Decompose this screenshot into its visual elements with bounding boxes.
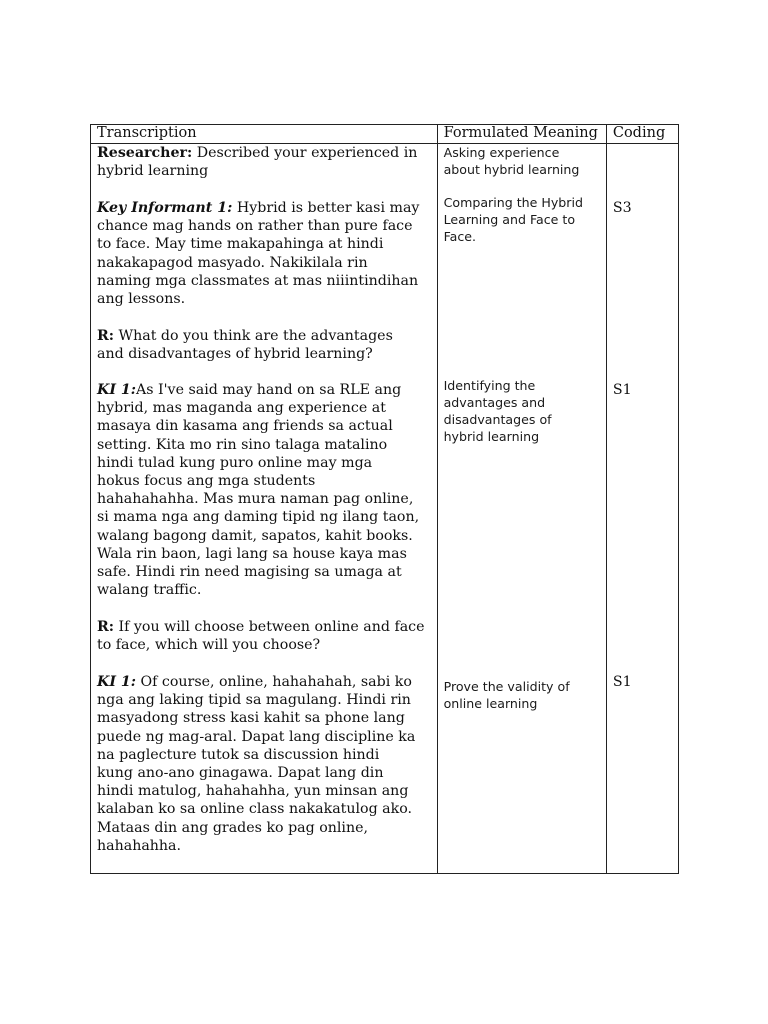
meaning-4: Prove the validity of online learning: [443, 679, 570, 711]
formulated-meaning-cell: [437, 144, 606, 874]
transcription-table: [90, 124, 679, 874]
code-3: S1: [612, 674, 632, 690]
meaning-2: Comparing the Hybrid Learning and Face to Face.: [443, 195, 583, 244]
header-row: [91, 125, 679, 144]
transcript-informant-2: KI 1:As I've said may hand on sa RLE ang hybrid, mas maganda ang experience at masaya din kasama ang friends sa actual setting. Kita mo rin sino talaga matalino hindi tulad kung puro online may mga hokus focus ang mga students hahahahahha. Mas mura naman pag online, si mama nga ang daming tipid ng ilang taon, walang bagong damit, sapatos, kahit books. Wala rin baon, lagi lang sa house kaya mas safe. Hindi rin need magising sa umaga at walang traffic.: [97, 382, 420, 599]
coding-cell: [606, 144, 678, 874]
header-transcription: Transcription: [91, 125, 438, 144]
code-1: S3: [612, 200, 632, 216]
transcript-informant-1: Key Informant 1: Hybrid is better kasi may chance mag hands on rather than pure face to face. May time makapahinga at hindi nakakapagod masyado. Nakikilala rin naming mga classmates at mas niiintindihan ang lessons.: [97, 200, 420, 308]
transcript-researcher-1: Researcher: Described your experienced in hybrid learning: [97, 145, 418, 180]
header-formulated-meaning: Formulated Meaning: [437, 125, 606, 144]
content-row: [91, 144, 679, 874]
transcript-researcher-3: R: If you will choose between online and face to face, which will you choose?: [97, 619, 425, 654]
transcription-cell: [91, 144, 438, 874]
transcript-researcher-2: R: What do you think are the advantages and disadvantages of hybrid learning?: [97, 328, 393, 363]
code-2: S1: [612, 382, 632, 398]
transcript-informant-3: KI 1: Of course, online, hahahahah, sabi ko nga ang laking tipid sa magulang. Hindi rin masyadong stress kasi kahit sa phone lang puede ng mag-aral. Dapat lang discipline ka na paglecture tutok sa discussion hindi kung ano-ano ginagawa. Dapat lang din hindi matulog, hahahahha, yun minsan ang kalaban ko sa online class nakakatulog ako. Mataas din ang grades ko pag online, hahahahha.: [97, 674, 416, 854]
header-coding: Coding: [606, 125, 678, 144]
meaning-1: Asking experience about hybrid learning: [443, 145, 580, 177]
meaning-3: Identifying the advantages and disadvantages of hybrid learning: [443, 378, 552, 444]
